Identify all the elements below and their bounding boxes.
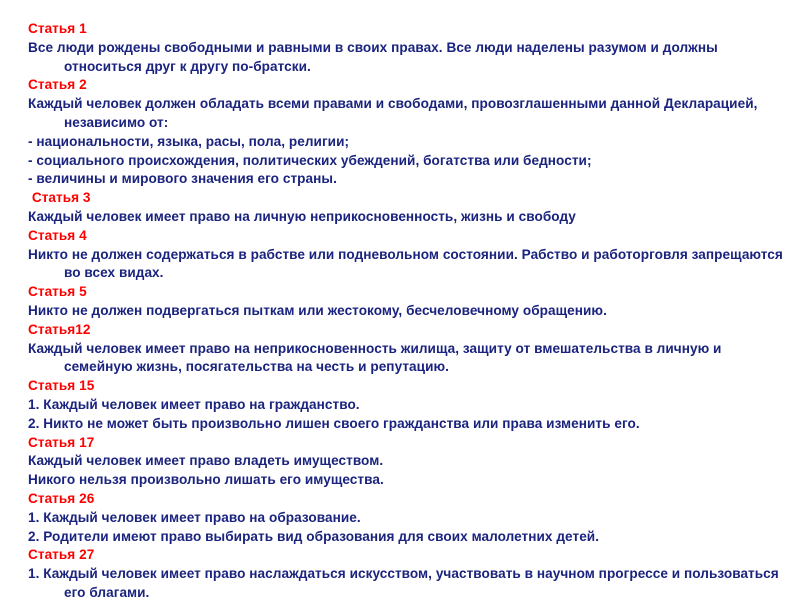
article-text: 1. Каждый человек имеет право наслаждаться искусством, участвовать в научном прогрессе и пользоваться его благами. (28, 566, 779, 600)
article-text: - национальности, языка, расы, пола, религии; (28, 133, 350, 149)
article-block (28, 20, 788, 76)
article-text: Все люди рождены свободными и равными в своих правах. Все люди наделены разумом и должны относиться друг к другу по-братски. (28, 39, 718, 74)
article-block (28, 189, 788, 227)
article-heading: Статья 1 (28, 21, 87, 36)
article-heading: Статья 17 (28, 434, 95, 450)
article-block (28, 321, 788, 377)
article-text: Никто не должен содержаться в рабстве или подневольном состоянии. Рабство и работорговля запрещаются во всех видах. (28, 246, 783, 281)
article-text: Никто не должен подвергаться пыткам или жестокому, бесчеловечному обращению. (28, 302, 607, 318)
article-block (28, 546, 788, 602)
article-heading: Статья 4 (28, 227, 87, 243)
article-block (28, 76, 788, 189)
article-heading: Статья 15 (28, 378, 95, 394)
article-text: Никого нельзя произвольно лишать его имущества. (28, 472, 384, 488)
article-heading: Статья 27 (28, 547, 95, 563)
article-heading: Статья12 (28, 321, 91, 337)
article-text: 2. Никто не может быть произвольно лишен своего гражданства или права изменить его. (28, 415, 640, 431)
article-heading: Статья 5 (28, 284, 87, 300)
article-text: Каждый человек имеет право на личную неприкосновенность, жизнь и свободу (28, 208, 576, 224)
article-block (28, 283, 788, 321)
article-block (28, 434, 788, 490)
article-heading: Статья 26 (28, 490, 95, 506)
article-heading: Статья 3 (28, 190, 91, 206)
article-text: Каждый человек имеет право на неприкосновенность жилища, защиту от вмешательства в личную и семейную жизнь, посягательства на честь и репутацию. (28, 340, 722, 375)
article-text: 1. Каждый человек имеет право на гражданство. (28, 396, 360, 412)
article-text: Каждый человек должен обладать всеми правами и свободами, провозглашенными данной Декларацией, независимо от: (28, 96, 758, 130)
article-text: - социального происхождения, политических убеждений, богатства или бедности; (28, 152, 592, 168)
article-text: 1. Каждый человек имеет право на образование. (28, 509, 361, 525)
declaration-text (28, 20, 788, 603)
article-block (28, 227, 788, 283)
article-block (28, 377, 788, 433)
article-text: 2. Родители имеют право выбирать вид образования для своих малолетних детей. (28, 528, 600, 544)
article-block (28, 490, 788, 546)
article-heading: Статья 2 (28, 77, 87, 93)
article-text: Каждый человек имеет право владеть имуществом. (28, 453, 384, 469)
article-text: - величины и мирового значения его страны. (28, 171, 337, 187)
